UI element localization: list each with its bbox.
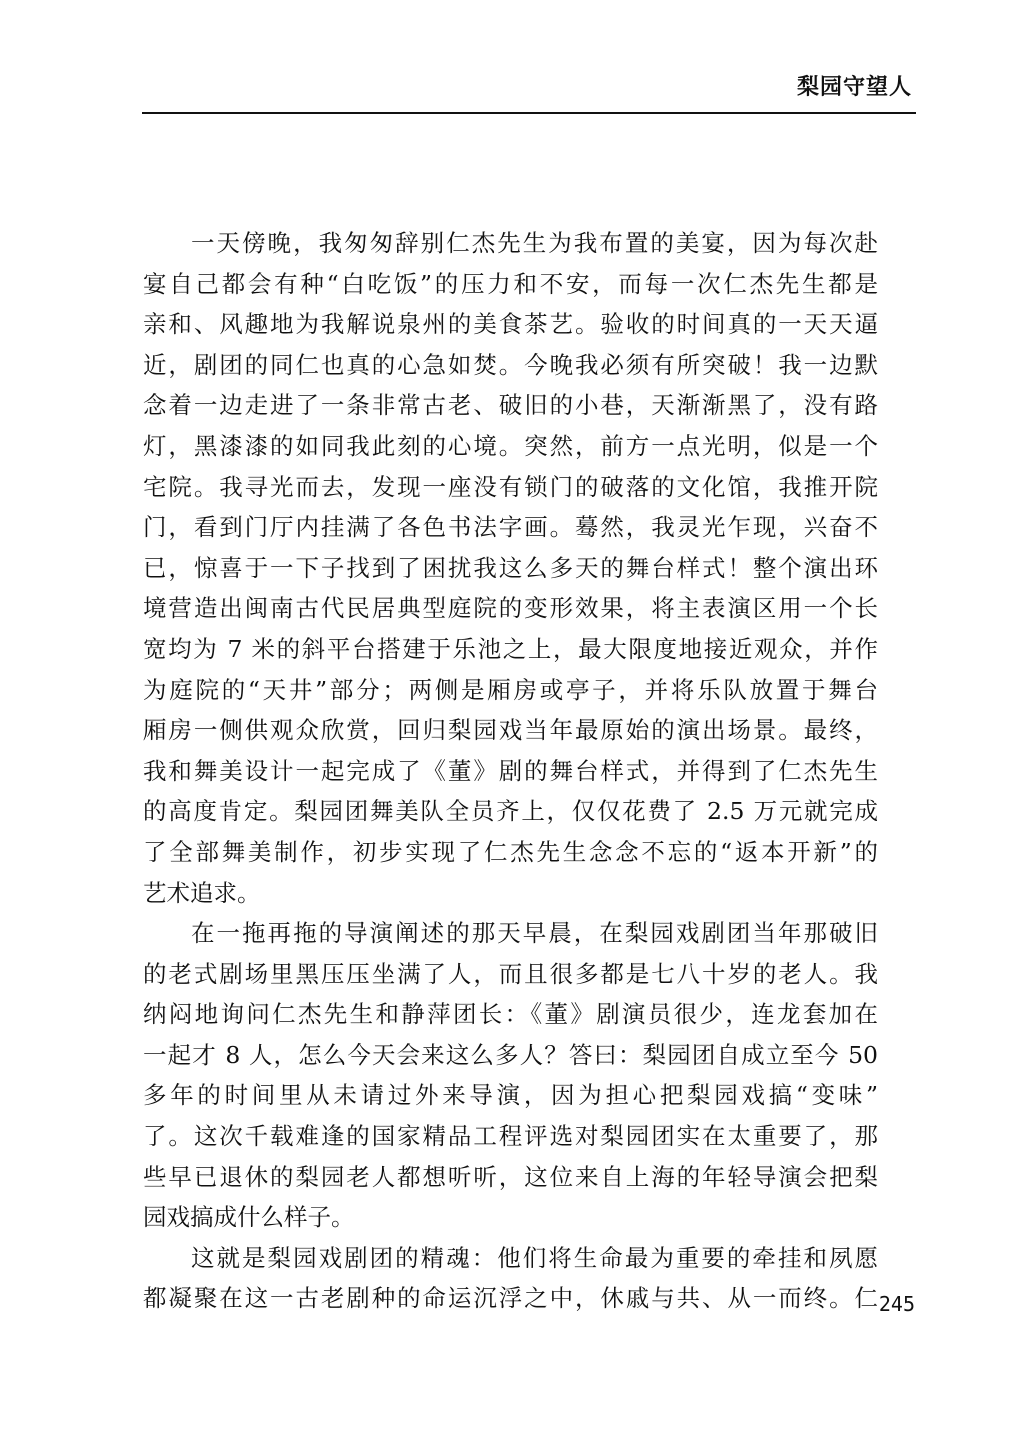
paragraph-1-line: 宅院。我寻光而去，发现一座没有锁门的破落的文化馆，我推开院 — [143, 472, 878, 501]
paragraph-3-line: 都凝聚在这一古老剧种的命运沉浮之中，休戚与共、从一而终。仁 — [143, 1284, 878, 1313]
body-text — [143, 223, 878, 1319]
paragraph-3-line: 这就是梨园戏剧团的精魂：他们将生命最为重要的牵挂和夙愿 — [191, 1243, 878, 1272]
paragraph-2-line: 园戏搞成什么样子。 — [143, 1203, 355, 1232]
paragraph-1-line: 门，看到门厅内挂满了各色书法字画。蓦然，我灵光乍现，兴奋不 — [143, 513, 878, 542]
paragraph-1-line: 念着一边走进了一条非常古老、破旧的小巷，天渐渐黑了，没有路 — [143, 391, 878, 420]
paragraph-1-line: 艺术追求。 — [143, 878, 261, 907]
paragraph-1-line: 了全部舞美制作，初步实现了仁杰先生念念不忘的“返本开新”的 — [143, 837, 878, 866]
paragraph-1-line: 宽均为 7 米的斜平台搭建于乐池之上，最大限度地接近观众，并作 — [143, 634, 878, 663]
page-number: 245 — [878, 1292, 915, 1316]
paragraph-1-line: 灯，黑漆漆的如同我此刻的心境。突然，前方一点光明，似是一个 — [143, 431, 878, 460]
paragraph-2-line: 多年的时间里从未请过外来导演，因为担心把梨园戏搞“变味” — [143, 1081, 878, 1110]
paragraph-2-line: 了。这次千载难逢的国家精品工程评选对梨园团实在太重要了，那 — [143, 1122, 878, 1151]
paragraph-2-line: 在一拖再拖的导演阐述的那天早晨，在梨园戏剧团当年那破旧 — [191, 919, 878, 948]
paragraph-2-line: 一起才 8 人，怎么今天会来这么多人？答曰：梨园团自成立至今 50 — [143, 1040, 878, 1069]
paragraph-1-line: 为庭院的“天井”部分；两侧是厢房或亭子，并将乐队放置于舞台 — [143, 675, 878, 704]
header-rule — [142, 112, 916, 114]
paragraph-1-line: 一天傍晚，我匆匆辞别仁杰先生为我布置的美宴，因为每次赴 — [191, 229, 878, 257]
paragraph-1-line: 境营造出闽南古代民居典型庭院的变形效果，将主表演区用一个长 — [143, 594, 878, 623]
paragraph-1-line: 已，惊喜于一下子找到了困扰我这么多天的舞台样式！整个演出环 — [143, 553, 878, 582]
paragraph-2-line: 的老式剧场里黑压压坐满了人，而且很多都是七八十岁的老人。我 — [143, 959, 878, 988]
paragraph-1-line: 我和舞美设计一起完成了《董》剧的舞台样式，并得到了仁杰先生 — [143, 756, 878, 785]
paragraph-1-line: 厢房一侧供观众欣赏，回归梨园戏当年最原始的演出场景。最终， — [143, 716, 878, 745]
paragraph-2-line: 些早已退休的梨园老人都想听听，这位来自上海的年轻导演会把梨 — [143, 1162, 878, 1191]
paragraph-1-line: 近，剧团的同仁也真的心急如焚。今晚我必须有所突破！我一边默 — [143, 350, 878, 379]
paragraph-1-line: 亲和、风趣地为我解说泉州的美食茶艺。验收的时间真的一天天逼 — [143, 310, 878, 339]
running-header: 梨园守望人 — [796, 75, 912, 100]
paragraph-1-line: 的高度肯定。梨园团舞美队全员齐上，仅仅花费了 2.5 万元就完成 — [143, 797, 878, 826]
paragraph-2-line: 纳闷地询问仁杰先生和静萍团长：《董》剧演员很少，连龙套加在 — [143, 1000, 878, 1029]
paragraph-1-line: 宴自己都会有种“白吃饭”的压力和不安，而每一次仁杰先生都是 — [143, 269, 878, 298]
